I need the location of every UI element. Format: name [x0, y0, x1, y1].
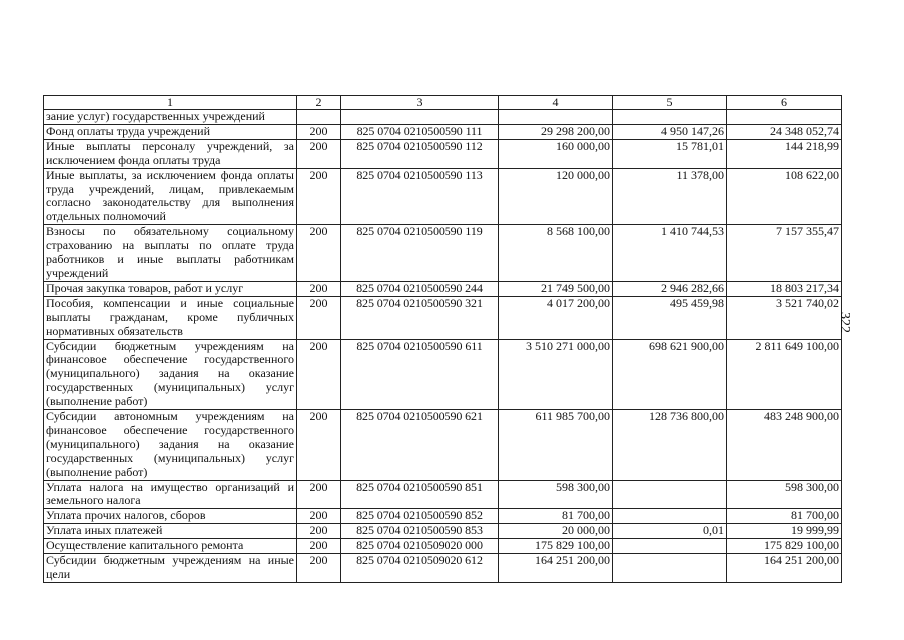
row-value-col5: [613, 509, 727, 524]
row-code: 200: [297, 524, 341, 539]
row-code: 200: [297, 509, 341, 524]
row-classification-code: 825 0704 0210500590 119: [341, 225, 499, 282]
table-row: [44, 168, 842, 225]
row-description: Уплата иных платежей: [44, 524, 297, 539]
row-value-col5: 4 950 147,26: [613, 124, 727, 139]
column-header-4: 4: [499, 96, 613, 110]
row-classification-code: 825 0704 0210500590 113: [341, 168, 499, 225]
row-description: Пособия, компенсации и иные социальные выплаты гражданам, кроме публичных нормативных обязательств: [44, 296, 297, 339]
budget-table: [43, 95, 842, 583]
row-value-col5: 1 410 744,53: [613, 225, 727, 282]
column-header-2: 2: [297, 96, 341, 110]
row-classification-code: 825 0704 0210500590 853: [341, 524, 499, 539]
table-row: [44, 509, 842, 524]
table-row: [44, 110, 842, 125]
row-value-col6: 144 218,99: [727, 139, 842, 168]
row-classification-code: 825 0704 0210500590 852: [341, 509, 499, 524]
row-code: 200: [297, 296, 341, 339]
table-row: [44, 339, 842, 410]
row-value-col5: [613, 539, 727, 554]
row-classification-code: 825 0704 0210500590 321: [341, 296, 499, 339]
row-classification-code: 825 0704 0210500590 611: [341, 339, 499, 410]
row-classification-code: 825 0704 0210500590 111: [341, 124, 499, 139]
row-value-col5: 495 459,98: [613, 296, 727, 339]
row-description: Взносы по обязательному социальному страхованию на выплаты по оплате труда работников и иные выплаты работникам учреждений: [44, 225, 297, 282]
row-description: зание услуг) государственных учреждений: [44, 110, 297, 125]
row-code: 200: [297, 339, 341, 410]
row-value-col6: 7 157 355,47: [727, 225, 842, 282]
row-value-col5: [613, 110, 727, 125]
row-value-col4: 120 000,00: [499, 168, 613, 225]
row-value-col4: 3 510 271 000,00: [499, 339, 613, 410]
table-row: [44, 296, 842, 339]
column-header-6: 6: [727, 96, 842, 110]
row-value-col6: 483 248 900,00: [727, 410, 842, 481]
row-code: 200: [297, 281, 341, 296]
table-body: [44, 96, 842, 583]
row-value-col6: 3 521 740,02: [727, 296, 842, 339]
row-value-col6: 164 251 200,00: [727, 554, 842, 583]
row-description: Прочая закупка товаров, работ и услуг: [44, 281, 297, 296]
row-description: Субсидии бюджетным учреждениям на иные цели: [44, 554, 297, 583]
row-description: Субсидии автономным учреждениям на финансовое обеспечение государственного (муниципального) задания на оказание государственных (муниципальных) услуг (выполнение работ): [44, 410, 297, 481]
page-number: 322: [837, 312, 852, 333]
table-row: [44, 225, 842, 282]
row-value-col6: 19 999,99: [727, 524, 842, 539]
row-code: 200: [297, 139, 341, 168]
row-value-col4: 160 000,00: [499, 139, 613, 168]
row-description: Иные выплаты, за исключением фонда оплаты труда учреждений, лицам, привлекаемым согласно законодательству для выполнения отдельных полномочий: [44, 168, 297, 225]
row-value-col4: 20 000,00: [499, 524, 613, 539]
table-row: [44, 480, 842, 509]
row-value-col4: 81 700,00: [499, 509, 613, 524]
row-classification-code: 825 0704 0210500590 112: [341, 139, 499, 168]
row-code: [297, 110, 341, 125]
column-header-3: 3: [341, 96, 499, 110]
row-description: Уплата прочих налогов, сборов: [44, 509, 297, 524]
table-row: [44, 410, 842, 481]
row-code: 200: [297, 539, 341, 554]
row-value-col4: 175 829 100,00: [499, 539, 613, 554]
table-header-row: [44, 96, 842, 110]
row-value-col5: [613, 554, 727, 583]
row-code: 200: [297, 410, 341, 481]
row-value-col6: 2 811 649 100,00: [727, 339, 842, 410]
row-value-col6: 598 300,00: [727, 480, 842, 509]
row-code: 200: [297, 480, 341, 509]
table-row: [44, 554, 842, 583]
row-value-col4: 29 298 200,00: [499, 124, 613, 139]
row-value-col4: [499, 110, 613, 125]
row-description: Иные выплаты персоналу учреждений, за исключением фонда оплаты труда: [44, 139, 297, 168]
table-row: [44, 524, 842, 539]
row-description: Осуществление капитального ремонта: [44, 539, 297, 554]
row-description: Субсидии бюджетным учреждениям на финансовое обеспечение государственного (муниципального) задания на оказание государственных (муниципальных) услуг (выполнение работ): [44, 339, 297, 410]
row-classification-code: 825 0704 0210500590 244: [341, 281, 499, 296]
table-row: [44, 539, 842, 554]
row-value-col5: 11 378,00: [613, 168, 727, 225]
row-classification-code: 825 0704 0210500590 621: [341, 410, 499, 481]
row-value-col5: 2 946 282,66: [613, 281, 727, 296]
row-value-col6: 175 829 100,00: [727, 539, 842, 554]
row-code: 200: [297, 225, 341, 282]
row-value-col6: 24 348 052,74: [727, 124, 842, 139]
row-code: 200: [297, 124, 341, 139]
row-classification-code: 825 0704 0210509020 000: [341, 539, 499, 554]
row-classification-code: [341, 110, 499, 125]
row-value-col6: 18 803 217,34: [727, 281, 842, 296]
row-classification-code: 825 0704 0210500590 851: [341, 480, 499, 509]
row-value-col5: 698 621 900,00: [613, 339, 727, 410]
row-value-col5: 128 736 800,00: [613, 410, 727, 481]
row-value-col4: 611 985 700,00: [499, 410, 613, 481]
row-value-col5: 0,01: [613, 524, 727, 539]
table-row: [44, 281, 842, 296]
row-code: 200: [297, 168, 341, 225]
row-value-col4: 8 568 100,00: [499, 225, 613, 282]
row-value-col5: 15 781,01: [613, 139, 727, 168]
row-code: 200: [297, 554, 341, 583]
row-value-col4: 21 749 500,00: [499, 281, 613, 296]
row-description: Фонд оплаты труда учреждений: [44, 124, 297, 139]
row-description: Уплата налога на имущество организаций и земельного налога: [44, 480, 297, 509]
table-row: [44, 139, 842, 168]
column-header-5: 5: [613, 96, 727, 110]
row-value-col4: 4 017 200,00: [499, 296, 613, 339]
row-value-col4: 164 251 200,00: [499, 554, 613, 583]
row-value-col4: 598 300,00: [499, 480, 613, 509]
row-value-col6: 108 622,00: [727, 168, 842, 225]
row-classification-code: 825 0704 0210509020 612: [341, 554, 499, 583]
row-value-col6: [727, 110, 842, 125]
row-value-col5: [613, 480, 727, 509]
row-value-col6: 81 700,00: [727, 509, 842, 524]
column-header-1: 1: [44, 96, 297, 110]
table-row: [44, 124, 842, 139]
